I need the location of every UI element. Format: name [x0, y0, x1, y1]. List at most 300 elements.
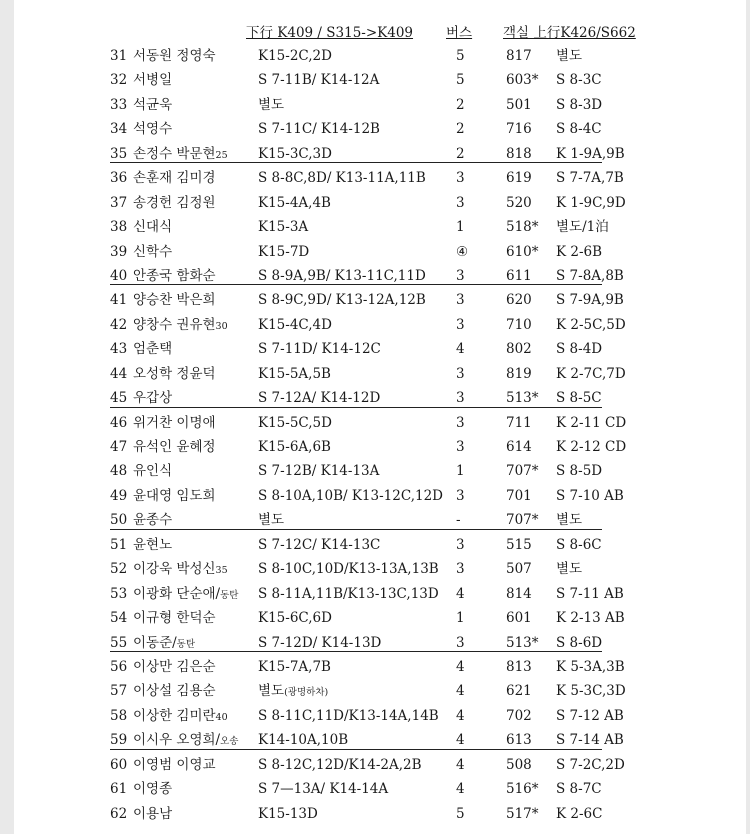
- downbound-seat-text: K15-2C,2D: [258, 48, 332, 64]
- bus-number: 4: [456, 341, 465, 358]
- downbound-seat-text: K15-3C,3D: [258, 145, 332, 162]
- room-number: 814: [506, 585, 532, 602]
- table-row: [0, 606, 750, 630]
- upbound-seat: S 7-2C,2D: [556, 756, 625, 773]
- table-row: [0, 655, 750, 679]
- downbound-seat: [258, 704, 439, 728]
- bus-number: -: [456, 512, 461, 529]
- upbound-seat: 별도/1泊: [556, 219, 609, 236]
- table-row: [0, 679, 750, 703]
- passenger-name-text: 이규형 한덕순: [133, 610, 216, 627]
- upbound-seat: S 7-9A,9B: [556, 292, 624, 309]
- header-room-upbound: 객실 上行K426/S662: [503, 25, 636, 41]
- room-number: 716: [506, 121, 532, 138]
- room-number: 515: [506, 536, 532, 553]
- downbound-seat-text: K15-6A,6B: [258, 439, 331, 455]
- table-row: [0, 142, 750, 166]
- upbound-seat: K 2-12 CD: [556, 439, 627, 455]
- passenger-name-note: 30: [215, 320, 228, 332]
- downbound-seat: [258, 508, 284, 532]
- row-number: 32: [110, 72, 128, 89]
- room-number: 610*: [506, 243, 539, 260]
- passenger-name-text: 신학수: [133, 243, 173, 260]
- bus-number: 3: [456, 439, 465, 455]
- downbound-seat: [258, 411, 332, 435]
- passenger-name-text: 서병일: [133, 72, 173, 89]
- bus-number: 2: [456, 121, 465, 138]
- downbound-seat-text: K15-4C,4D: [258, 316, 332, 333]
- table-row: [0, 362, 750, 386]
- row-number: 54: [110, 610, 128, 627]
- row-number: 33: [110, 96, 128, 113]
- table-row: [0, 117, 750, 141]
- room-number: 601: [506, 610, 532, 627]
- downbound-seat-text: S 8-8C,8D/ K13-11A,11B: [258, 170, 426, 187]
- bus-number: 2: [456, 145, 465, 162]
- downbound-seat-text: K15-6C,6D: [258, 610, 332, 627]
- table-row: [0, 44, 750, 68]
- bus-number: 3: [456, 390, 465, 407]
- passenger-name-note: 25: [215, 149, 228, 161]
- bus-number: 5: [456, 805, 465, 822]
- upbound-seat: K 2-5C,5D: [556, 316, 626, 333]
- bus-number: 1: [456, 463, 465, 480]
- room-number: 508: [506, 756, 532, 773]
- passenger-name-note: 35: [215, 565, 228, 577]
- bus-number: 3: [456, 170, 465, 187]
- row-number: 57: [110, 683, 128, 700]
- downbound-seat: [258, 435, 331, 459]
- row-number: 62: [110, 805, 128, 822]
- passenger-names: [133, 264, 216, 288]
- passenger-name-text: 유석인 윤혜정: [133, 439, 216, 455]
- table-row: [0, 777, 750, 801]
- upbound-seat: K 5-3C,3D: [556, 683, 626, 700]
- downbound-seat: [258, 362, 331, 386]
- downbound-seat-text: S 7-11B/ K14-12A: [258, 72, 380, 89]
- room-number: 501: [506, 96, 532, 113]
- passenger-name-text: 안종국 함화순: [133, 267, 216, 284]
- bus-number: 4: [456, 781, 465, 798]
- downbound-seat: [258, 459, 379, 483]
- upbound-seat: S 7-7A,7B: [556, 170, 624, 187]
- room-number: 813: [506, 658, 532, 675]
- table-row: [0, 313, 750, 337]
- room-number: 603*: [506, 72, 539, 89]
- row-number: 31: [110, 48, 128, 64]
- passenger-names: [133, 582, 238, 608]
- passenger-names: [133, 484, 216, 508]
- downbound-seat: [258, 728, 348, 752]
- bus-number: 3: [456, 561, 465, 578]
- downbound-seat-text: S 7-12B/ K14-13A: [258, 463, 380, 480]
- downbound-seat: [258, 484, 443, 508]
- passenger-names: [133, 753, 216, 777]
- passenger-names: [133, 777, 172, 801]
- downbound-seat-text: 별도: [258, 512, 285, 529]
- bus-number: 4: [456, 707, 465, 724]
- upbound-seat: K 2-7C,7D: [556, 365, 626, 382]
- downbound-seat-text: 별도: [258, 96, 285, 113]
- downbound-seat-text: K15-7A,7B: [258, 658, 331, 675]
- downbound-seat-text: K15-5C,5D: [258, 414, 332, 431]
- downbound-seat: [258, 288, 426, 312]
- table-row: [0, 264, 750, 288]
- row-number: 40: [110, 267, 128, 284]
- passenger-name-text: 윤종수: [133, 512, 173, 529]
- passenger-names: [133, 606, 216, 630]
- room-number: 819: [506, 365, 532, 382]
- passenger-names: [133, 435, 216, 459]
- row-number: 46: [110, 414, 128, 431]
- table-row: [0, 582, 750, 606]
- downbound-seat-text: S 7-12D/ K14-13D: [258, 634, 382, 651]
- downbound-seat-text: S 7-11C/ K14-12B: [258, 121, 380, 138]
- passenger-name-text: 석영수: [133, 121, 173, 138]
- passenger-name-note: 동탄: [220, 589, 239, 601]
- passenger-names: [133, 288, 216, 312]
- downbound-seat: [258, 68, 379, 92]
- passenger-name-text: 양승찬 박은희: [133, 292, 216, 309]
- upbound-seat: S 7-8A,8B: [556, 267, 624, 284]
- passenger-names: [133, 386, 172, 410]
- upbound-seat: S 8-4D: [556, 341, 603, 358]
- row-number: 58: [110, 707, 128, 724]
- downbound-seat: [258, 215, 308, 239]
- downbound-seat-text: S 8-10C,10D/K13-13A,13B: [258, 561, 439, 578]
- room-number: 517*: [506, 805, 539, 822]
- table-row: [0, 459, 750, 483]
- table-row: [0, 240, 750, 264]
- room-number: 513*: [506, 634, 539, 651]
- passenger-names: [133, 508, 172, 532]
- room-number: 707*: [506, 512, 539, 529]
- passenger-name-note: 40: [215, 711, 228, 723]
- bus-number: 3: [456, 316, 465, 333]
- row-number: 35: [110, 145, 128, 162]
- passenger-name-text: 이상한 김미란: [133, 707, 216, 724]
- room-number: 507: [506, 561, 532, 578]
- bus-number: 4: [456, 585, 465, 602]
- room-number: 518*: [506, 219, 539, 236]
- upbound-seat: K 2-6B: [556, 243, 603, 260]
- room-number: 611: [506, 267, 532, 284]
- upbound-seat: K 1-9C,9D: [556, 194, 626, 211]
- row-number: 60: [110, 756, 128, 773]
- row-number: 45: [110, 390, 128, 407]
- bus-number: 3: [456, 414, 465, 431]
- passenger-names: [133, 459, 172, 483]
- room-number: 711: [506, 414, 532, 431]
- passenger-names: [133, 362, 216, 386]
- passenger-name-text: 이영종: [133, 781, 173, 798]
- table-row: [0, 215, 750, 239]
- downbound-seat: [258, 777, 388, 801]
- room-number: 818: [506, 145, 532, 162]
- row-number: 51: [110, 536, 128, 553]
- row-number: 37: [110, 194, 128, 211]
- passenger-name-text: 신대식: [133, 219, 173, 236]
- downbound-seat-text: K15-5A,5B: [258, 365, 331, 382]
- passenger-names: [133, 166, 216, 190]
- room-number: 701: [506, 487, 532, 504]
- downbound-seat-text: K15-3A: [258, 219, 309, 236]
- passenger-name-text: 이상설 김용순: [133, 683, 216, 700]
- passenger-names: [133, 557, 228, 583]
- passenger-names: [133, 679, 216, 703]
- room-number: 621: [506, 683, 532, 700]
- room-number: 710: [506, 316, 532, 333]
- bus-number: 4: [456, 756, 465, 773]
- passenger-name-text: 이상만 김은순: [133, 658, 216, 675]
- room-number: 613: [506, 732, 532, 749]
- passenger-names: [133, 93, 172, 117]
- table-row: [0, 191, 750, 215]
- table-row: [0, 631, 750, 655]
- downbound-seat-text: S 8-11A,11B/K13-13C,13D: [258, 585, 439, 602]
- bus-number: 3: [456, 194, 465, 211]
- downbound-seat: [258, 142, 332, 166]
- passenger-name-text: 이용남: [133, 805, 173, 822]
- upbound-seat: S 8-6D: [556, 634, 603, 651]
- downbound-seat: [258, 264, 426, 288]
- row-number: 49: [110, 487, 128, 504]
- downbound-seat: [258, 802, 318, 826]
- downbound-seat-text: S 7-11D/ K14-12C: [258, 341, 381, 358]
- bus-number: 4: [456, 683, 465, 700]
- upbound-seat: S 7-12 AB: [556, 707, 624, 724]
- downbound-seat: [258, 240, 309, 264]
- room-number: 520: [506, 194, 532, 211]
- passenger-name-text: 우갑상: [133, 390, 173, 407]
- downbound-seat: [258, 631, 381, 655]
- row-number: 47: [110, 439, 128, 455]
- upbound-seat: K 1-9A,9B: [556, 145, 625, 162]
- passenger-names: [133, 215, 172, 239]
- downbound-seat-text: S 7—13A/ K14-14A: [258, 781, 389, 798]
- upbound-seat: K 2-6C: [556, 805, 603, 822]
- passenger-name-text: 손훈재 김미경: [133, 170, 216, 187]
- downbound-seat-note: (광명하차): [284, 687, 329, 699]
- passenger-names: [133, 802, 172, 826]
- passenger-name-text: 윤현노: [133, 536, 173, 553]
- room-number: 702: [506, 707, 532, 724]
- bus-number: 3: [456, 487, 465, 504]
- downbound-seat: [258, 655, 331, 679]
- downbound-seat-text: S 7-12C/ K14-13C: [258, 536, 381, 553]
- row-number: 44: [110, 365, 128, 382]
- downbound-seat: [258, 44, 332, 68]
- passenger-name-text: 오성학 정윤덕: [133, 365, 216, 382]
- upbound-seat: S 7-11 AB: [556, 585, 624, 602]
- passenger-name-text: 이동준/: [133, 634, 177, 651]
- bus-number: 3: [456, 292, 465, 309]
- table-row: [0, 337, 750, 361]
- row-number: 52: [110, 561, 128, 578]
- downbound-seat-text: S 8-9A,9B/ K13-11C,11D: [258, 267, 426, 284]
- passenger-name-text: 손정수 박문현: [133, 145, 216, 162]
- table-row: [0, 753, 750, 777]
- table-row: [0, 386, 750, 410]
- downbound-seat-text: S 8-12C,12D/K14-2A,2B: [258, 756, 422, 773]
- passenger-name-text: 양창수 권유현: [133, 316, 216, 333]
- row-number: 41: [110, 292, 128, 309]
- room-number: 516*: [506, 781, 539, 798]
- passenger-name-text: 유인식: [133, 463, 173, 480]
- row-number: 36: [110, 170, 128, 187]
- row-number: 59: [110, 732, 128, 749]
- passenger-names: [133, 533, 172, 557]
- upbound-seat: 별도: [556, 48, 583, 64]
- bus-number: 1: [456, 219, 465, 236]
- bus-number: 3: [456, 634, 465, 651]
- bus-number: 4: [456, 732, 465, 749]
- downbound-seat: [258, 386, 380, 410]
- passenger-name-text: 위거찬 이명애: [133, 414, 216, 431]
- table-row: [0, 411, 750, 435]
- upbound-seat: S 8-7C: [556, 781, 602, 798]
- room-number: 707*: [506, 463, 539, 480]
- upbound-seat: K 2-13 AB: [556, 610, 625, 627]
- downbound-seat-text: S 8-9C,9D/ K13-12A,12B: [258, 292, 426, 309]
- bus-number: 4: [456, 658, 465, 675]
- row-number: 39: [110, 243, 128, 260]
- upbound-seat: K 2-11 CD: [556, 414, 627, 431]
- bus-number: 3: [456, 267, 465, 284]
- room-number: 619: [506, 170, 532, 187]
- row-number: 34: [110, 121, 128, 138]
- downbound-seat-text: K15-4A,4B: [258, 194, 331, 211]
- bus-number: 3: [456, 536, 465, 553]
- row-number: 56: [110, 658, 128, 675]
- downbound-seat: [258, 337, 381, 361]
- passenger-name-text: 석균욱: [133, 96, 173, 113]
- passenger-names: [133, 631, 195, 657]
- downbound-seat: [258, 166, 426, 190]
- bus-number: 1: [456, 610, 465, 627]
- room-number: 802: [506, 341, 532, 358]
- header-downbound: 下行 K409 / S315->K409: [246, 25, 414, 41]
- passenger-name-text: 이시우 오영희/: [133, 732, 221, 749]
- upbound-seat: S 7-10 AB: [556, 487, 624, 504]
- downbound-seat: [258, 557, 439, 581]
- passenger-name-note: 동탄: [176, 638, 196, 650]
- upbound-seat: S 7-14 AB: [556, 732, 624, 749]
- passenger-name-text: 이광화 단순애/: [133, 585, 221, 602]
- row-number: 43: [110, 341, 128, 358]
- downbound-seat-text: K15-13D: [258, 805, 318, 822]
- downbound-seat-text: K14-10A,10B: [258, 732, 349, 749]
- row-number: 53: [110, 585, 128, 602]
- room-number: 513*: [506, 390, 539, 407]
- table-row: [0, 557, 750, 581]
- passenger-name-text: 이영범 이영교: [133, 756, 216, 773]
- row-number: 42: [110, 316, 128, 333]
- upbound-seat: S 8-5C: [556, 390, 602, 407]
- passenger-names: [133, 655, 216, 679]
- table-row: [0, 728, 750, 752]
- upbound-seat: S 8-6C: [556, 536, 602, 553]
- row-number: 48: [110, 463, 128, 480]
- downbound-seat-text: K15-7D: [258, 243, 310, 260]
- row-number: 50: [110, 512, 128, 529]
- downbound-seat: [258, 313, 332, 337]
- header-bus: 버스: [446, 25, 473, 41]
- table-row: [0, 484, 750, 508]
- passenger-name-text: 송경헌 김정원: [133, 194, 216, 211]
- downbound-seat-text: S 8-11C,11D/K13-14A,14B: [258, 707, 439, 724]
- table-row: [0, 508, 750, 532]
- row-number: 55: [110, 634, 128, 651]
- passenger-names: [133, 44, 216, 68]
- bus-number: 5: [456, 72, 465, 89]
- table-row: [0, 435, 750, 459]
- passenger-name-text: 윤대영 임도희: [133, 487, 216, 504]
- table-row: [0, 802, 750, 826]
- passenger-names: [133, 191, 216, 215]
- passenger-name-text: 엄춘택: [133, 341, 173, 358]
- row-number: 61: [110, 781, 128, 798]
- table-row: [0, 288, 750, 312]
- passenger-names: [133, 240, 172, 264]
- passenger-table: [0, 44, 750, 826]
- downbound-seat: [258, 533, 380, 557]
- passenger-names: [133, 411, 216, 435]
- downbound-seat: [258, 679, 328, 705]
- downbound-seat: [258, 191, 331, 215]
- passenger-names: [133, 117, 172, 141]
- upbound-seat: 별도: [556, 512, 583, 529]
- downbound-seat-text: S 7-12A/ K14-12D: [258, 390, 381, 407]
- table-row: [0, 533, 750, 557]
- upbound-seat: S 8-5D: [556, 463, 603, 480]
- downbound-seat: [258, 117, 380, 141]
- table-row: [0, 93, 750, 117]
- table-row: [0, 704, 750, 728]
- downbound-seat-text: S 8-10A,10B/ K13-12C,12D: [258, 487, 443, 504]
- upbound-seat: S 8-3C: [556, 72, 602, 89]
- passenger-name-text: 이강욱 박성신: [133, 561, 216, 578]
- downbound-seat: [258, 93, 284, 117]
- bus-number: 2: [456, 96, 465, 113]
- passenger-names: [133, 313, 228, 339]
- bus-number: 3: [456, 365, 465, 382]
- downbound-seat: [258, 606, 332, 630]
- passenger-name-text: 서동원 정영숙: [133, 48, 216, 64]
- room-number: 614: [506, 439, 532, 455]
- table-header: [0, 21, 750, 43]
- bus-number: 5: [456, 48, 465, 64]
- upbound-seat: S 8-4C: [556, 121, 602, 138]
- passenger-names: [133, 337, 172, 361]
- upbound-seat: K 5-3A,3B: [556, 658, 625, 675]
- passenger-name-note: 오송: [220, 736, 239, 748]
- passenger-names: [133, 142, 228, 168]
- room-number: 620: [506, 292, 532, 309]
- table-row: [0, 68, 750, 92]
- downbound-seat: [258, 582, 439, 606]
- downbound-seat: [258, 753, 422, 777]
- passenger-names: [133, 68, 172, 92]
- passenger-names: [133, 704, 228, 730]
- downbound-seat-text: 별도: [258, 683, 285, 700]
- bus-number: ④: [456, 243, 469, 260]
- room-number: 817: [506, 48, 532, 64]
- row-number: 38: [110, 219, 128, 236]
- upbound-seat: S 8-3D: [556, 96, 603, 113]
- upbound-seat: 별도: [556, 561, 583, 578]
- table-row: [0, 166, 750, 190]
